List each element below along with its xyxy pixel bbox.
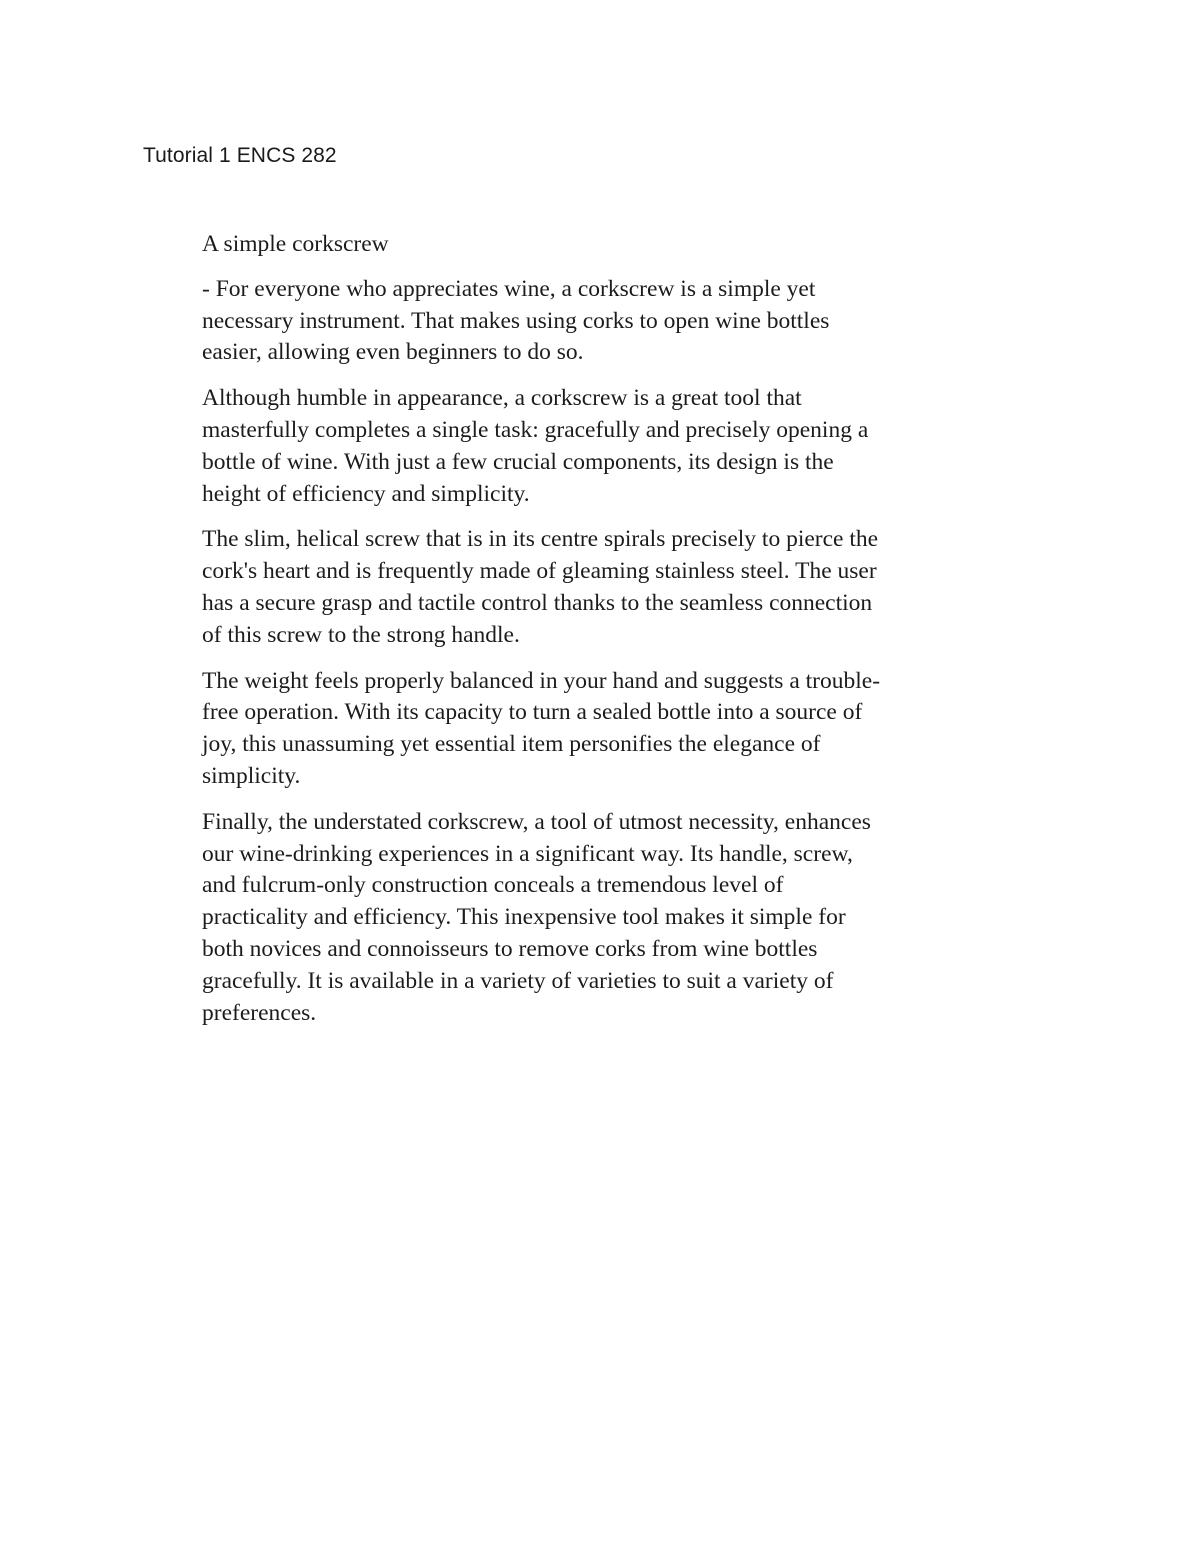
paragraph-line: - For everyone who appreciates wine, a corkscrew is a simple yet [202, 275, 816, 302]
paragraph-line: masterfully completes a single task: gracefully and precisely opening a [202, 416, 869, 443]
paragraph-conclusion [202, 807, 972, 1030]
paragraph-line: bottle of wine. With just a few crucial components, its design is the [202, 448, 834, 475]
paragraph-screw [202, 524, 972, 651]
paragraph-line: necessary instrument. That makes using corks to open wine bottles [202, 307, 830, 334]
paragraph-line: practicality and efficiency. This inexpensive tool makes it simple for [202, 904, 846, 931]
paragraph-line: free operation. With its capacity to turn a sealed bottle into a source of [202, 699, 863, 726]
document-title: A simple corkscrew [202, 231, 389, 257]
paragraph-line: our wine-drinking experiences in a significant way. Its handle, screw, [202, 840, 853, 867]
paragraph-line: Finally, the understated corkscrew, a tool of utmost necessity, enhances [202, 808, 871, 835]
paragraph-line: of this screw to the strong handle. [202, 621, 520, 648]
paragraph-intro [202, 274, 972, 369]
paragraph-appearance [202, 383, 972, 510]
paragraph-line: The weight feels properly balanced in your hand and suggests a trouble- [202, 667, 881, 694]
paragraph-line: height of efficiency and simplicity. [202, 480, 530, 507]
paragraph-line: both novices and connoisseurs to remove corks from wine bottles [202, 935, 818, 962]
paragraph-line: has a secure grasp and tactile control thanks to the seamless connection [202, 589, 873, 616]
paragraph-line: and fulcrum-only construction conceals a tremendous level of [202, 872, 784, 899]
paragraph-weight [202, 666, 972, 793]
paragraph-line: cork's heart and is frequently made of gleaming stainless steel. The user [202, 558, 877, 585]
document-body [202, 229, 972, 1043]
paragraph-line: gracefully. It is available in a variety of varieties to suit a variety of [202, 967, 834, 994]
paragraph-line: simplicity. [202, 762, 301, 789]
paragraph-line: Although humble in appearance, a corkscrew is a great tool that [202, 385, 802, 412]
paragraph-line: easier, allowing even beginners to do so. [202, 339, 584, 366]
page-header: Tutorial 1 ENCS 282 [143, 144, 337, 167]
paragraph-line: joy, this unassuming yet essential item personifies the elegance of [202, 731, 821, 758]
paragraph-line: The slim, helical screw that is in its centre spirals precisely to pierce the [202, 526, 879, 553]
paragraph-line: preferences. [202, 999, 317, 1026]
